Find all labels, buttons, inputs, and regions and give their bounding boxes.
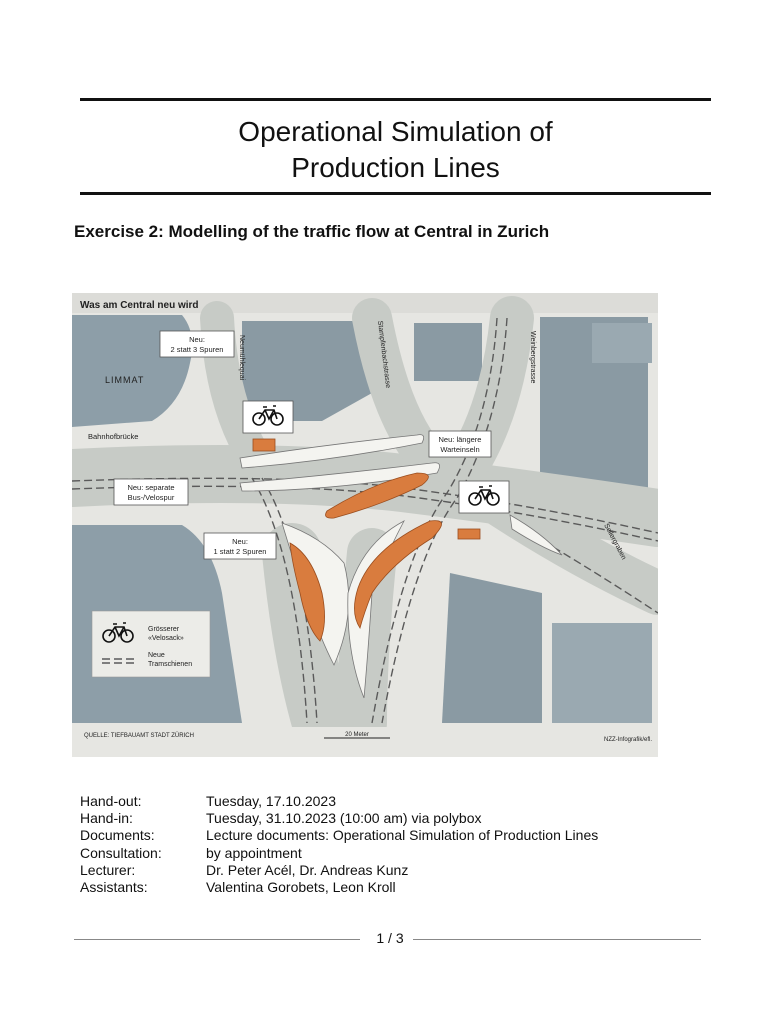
detail-key: Lecturer:	[80, 861, 136, 878]
map-credit: NZZ-Infografik/efl.	[604, 737, 653, 743]
callout-islands	[429, 431, 491, 457]
street-label-bahnhofbruecke: Bahnhofbrücke	[88, 432, 139, 441]
street-label-stampfenbachstrasse: Stampfenbachstrasse	[376, 320, 392, 389]
callout-lanes-3	[160, 331, 234, 357]
detail-value: by appointment	[206, 844, 302, 861]
legend-tram-line1: Neue	[148, 652, 165, 659]
callout-lanes-3-line1: Neu:	[189, 335, 205, 344]
callout-islands-line1: Neu: längere	[438, 435, 482, 444]
scale-label: 20 Meter	[345, 732, 369, 738]
street-label-seilergraben: Seilergraben	[602, 522, 628, 561]
callout-islands-line2: Warteinseln	[440, 445, 480, 454]
title-rule-bottom	[80, 192, 711, 195]
detail-value: Tuesday, 17.10.2023	[206, 793, 336, 809]
limmat-label: LIMMAT	[105, 375, 145, 385]
exercise-heading: Exercise 2: Modelling of the traffic flow at Central in Zurich	[74, 222, 550, 241]
detail-value: Lecture documents: Operational Simulation of Production Lines	[206, 827, 599, 844]
title-line-1: Operational Simulation of	[238, 116, 553, 147]
exercise-details	[80, 793, 598, 896]
map-source: QUELLE: TIEFBAUAMT STADT ZÜRICH	[84, 733, 194, 739]
building-se-2	[552, 623, 652, 723]
detail-key: Consultation:	[80, 844, 162, 861]
detail-key: Hand-out:	[80, 793, 142, 809]
street-label-weinbergstrasse: Weinbergstrasse	[529, 331, 536, 384]
legend-bike-box-line1: Grösserer	[148, 626, 180, 633]
title-line-2: Production Lines	[291, 152, 500, 183]
callout-lanes-2-line1: Neu:	[232, 537, 248, 546]
callout-lanes-3-line2: 2 statt 3 Spuren	[170, 345, 224, 354]
street-label-neumuehlequai: Neumühlequai	[238, 335, 245, 381]
callout-lanes-2	[204, 533, 276, 559]
detail-row-consultation	[80, 845, 598, 862]
detail-key: Assistants:	[80, 879, 148, 896]
legend-tram-line2: Tramschienen	[148, 661, 193, 668]
detail-value: Tuesday, 31.10.2023 (10:00 am) via polybox	[206, 810, 482, 827]
page-number: 1 / 3	[376, 930, 404, 946]
traffic-map-figure	[72, 293, 658, 757]
detail-row-handin	[80, 810, 598, 827]
document-title	[80, 114, 711, 186]
bike-symbol-box-west	[243, 401, 293, 433]
callout-bus-lane-line1: Neu: separate	[127, 483, 175, 492]
detail-key: Documents:	[80, 827, 155, 844]
detail-value: Valentina Gorobets, Leon Kroll	[206, 879, 396, 896]
bike-symbol-box-east	[459, 481, 509, 513]
map-header-text: Was am Central neu wird	[80, 300, 199, 311]
callout-bus-lane-line2: Bus-/Velospur	[127, 493, 175, 502]
footer-rule-right	[413, 939, 701, 940]
detail-value: Dr. Peter Acél, Dr. Andreas Kunz	[206, 861, 409, 878]
detail-row-handout	[80, 793, 598, 810]
building-se	[442, 573, 542, 723]
title-rule-top	[80, 98, 711, 101]
building-ne-2	[592, 323, 652, 363]
map-legend	[92, 611, 210, 677]
detail-key: Hand-in:	[80, 810, 133, 827]
building-n	[414, 323, 482, 381]
legend-bike-box-line2: «Velosack»	[148, 635, 184, 642]
callout-bus-lane	[114, 479, 188, 505]
detail-row-lecturer	[80, 862, 598, 879]
footer-rule-left	[74, 939, 360, 940]
callout-lanes-2-line2: 1 statt 2 Spuren	[213, 547, 267, 556]
detail-row-assistants	[80, 879, 598, 896]
detail-row-documents	[80, 827, 598, 844]
